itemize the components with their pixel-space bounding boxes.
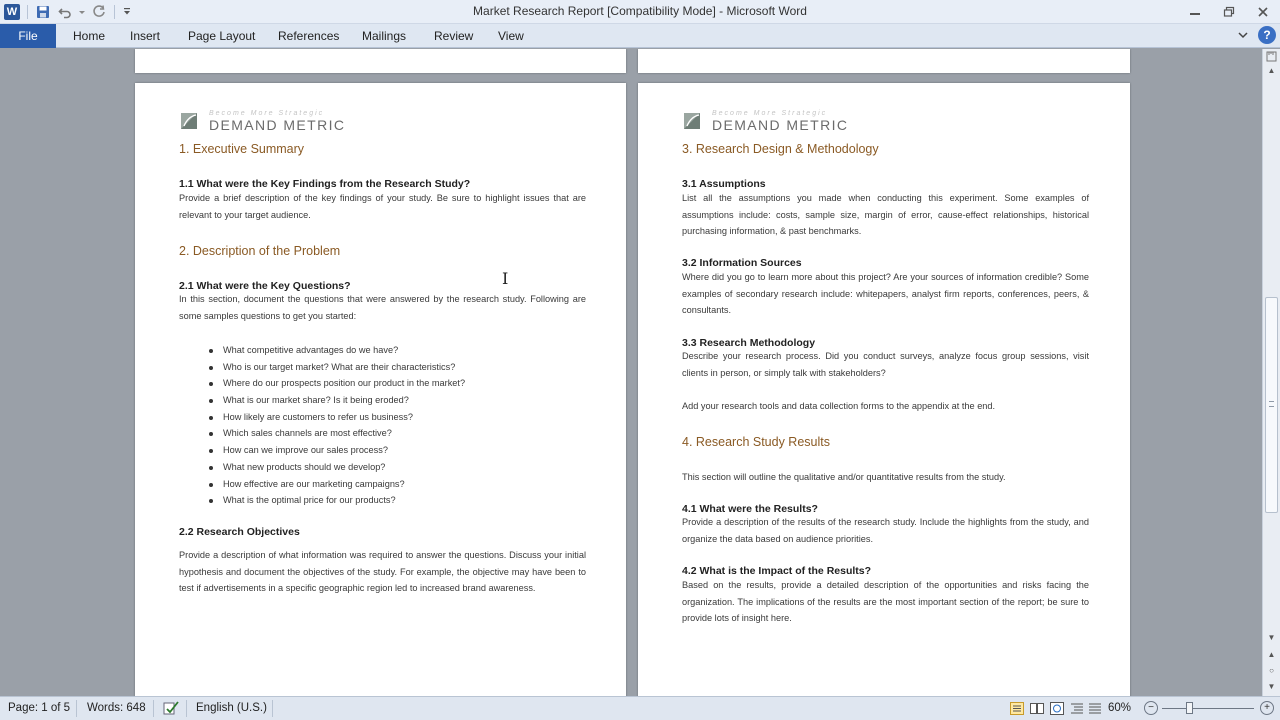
select-browse-object-icon[interactable]: ○ [1269,665,1274,675]
previous-page-icon[interactable]: ▲ [1267,649,1276,659]
status-separator [76,700,77,717]
scrollbar-thumb[interactable] [1265,297,1278,513]
minimize-icon[interactable] [1178,0,1212,24]
bullet-list [179,342,465,509]
list-item: What new products should we develop? [179,459,465,476]
page-1[interactable] [135,83,626,696]
zoom-in-button[interactable]: + [1260,701,1274,715]
section-heading: 2. Description of the Problem [179,244,341,258]
zoom-slider-track[interactable] [1162,708,1254,709]
demand-metric-logo-mark [682,111,702,131]
tab-view[interactable]: View [498,29,524,43]
company-logo [682,110,868,132]
vertical-scrollbar[interactable] [1262,49,1280,696]
list-item: Who is our target market? What are their characteristics? [179,359,465,376]
scroll-up-icon[interactable]: ▲ [1267,65,1276,75]
subsection-heading: 4.2 What is the Impact of the Results? [682,565,872,577]
paragraph: Provide a description of the results of the research study. Include the highlights from the study, and organize the data based on audience priorities. [682,517,1089,544]
ribbon-tabs [0,24,1280,48]
ribbon-right-controls [1236,26,1276,44]
paragraph: This section will outline the qualitative and/or quantitative results from the study. [682,472,1006,482]
zoom-slider-thumb[interactable] [1186,702,1193,714]
language-indicator[interactable]: English (U.S.) [196,702,267,714]
paragraph: Where did you go to learn more about this project? Are your sources of information credible? Some examples of secondary research include: whitepapers, analyst firm reports, conferences, peers, & consultants. [682,272,1089,316]
tab-review[interactable]: Review [434,29,474,43]
section-heading: 4. Research Study Results [682,435,830,449]
tab-file[interactable]: File [0,24,56,48]
subsection-heading: 3.3 Research Methodology [682,337,816,349]
zoom-out-button[interactable]: − [1144,701,1158,715]
list-item: Where do our prospects position our product in the market? [179,375,465,392]
paragraph: Based on the results, provide a detailed description of the opportunities and risks facing the organization. The implications of the results are the most important section of the report; be sure to provide lots of insight here. [682,580,1089,624]
status-separator [272,700,273,717]
status-separator [186,700,187,717]
proofing-icon[interactable] [162,700,180,719]
ruler-toggle-icon[interactable] [1263,49,1280,63]
page-stub-left [135,49,626,73]
status-bar [0,696,1280,720]
window-controls [1178,0,1280,24]
list-item: What competitive advantages do we have? [179,342,465,359]
page-count[interactable]: Page: 1 of 5 [8,702,71,714]
list-item: How likely are customers to refer us business? [179,409,465,426]
full-screen-reading-view-icon[interactable] [1030,702,1044,715]
subsection-heading: 3.1 Assumptions [682,178,766,190]
ibeam-cursor-icon: I [502,269,509,288]
word-app-icon[interactable]: W [2,2,22,22]
logo-tagline: Become More Strategic [712,110,828,117]
logo-name: DEMAND METRIC [712,117,849,133]
page-stub-right [638,49,1130,73]
tab-mailings[interactable]: Mailings [362,29,407,43]
logo-name: DEMAND METRIC [209,117,346,133]
subsection-heading: 3.2 Information Sources [682,257,802,269]
subsection-heading: 2.2 Research Objectives [179,526,300,538]
demand-metric-logo-mark [179,111,199,131]
next-page-icon[interactable]: ▼ [1267,681,1276,691]
tab-home[interactable]: Home [73,29,106,43]
title-bar [0,0,1280,24]
word-count[interactable]: Words: 648 [87,702,146,714]
section-heading: 1. Executive Summary [179,142,305,156]
close-icon[interactable] [1246,0,1280,24]
paragraph: Provide a description of what information was required to answer the questions. Discuss your initial hypothesis and document the objectives of the study. For example, the objective may have been to test if advertisements in a specific geographic region led to increased brand awareness. [179,550,586,594]
status-separator [153,700,154,717]
list-item: How can we improve our sales process? [179,442,465,459]
scroll-down-icon[interactable]: ▼ [1267,632,1276,642]
list-item: How effective are our marketing campaigns? [179,476,465,493]
tab-page-layout[interactable]: Page Layout [188,29,256,43]
company-logo [179,110,365,132]
tab-insert[interactable]: Insert [130,29,161,43]
help-icon[interactable]: ? [1258,26,1276,44]
list-item: Which sales channels are most effective? [179,425,465,442]
subsection-heading: 1.1 What were the Key Findings from the Research Study? [179,178,471,190]
paragraph: List all the assumptions you made when conducting this experiment. Some examples of assumptions include: costs, sample size, margin of error, cause-effect relationships, historical purchasing information, & past benchmarks. [682,193,1089,237]
web-layout-view-icon[interactable] [1050,702,1064,715]
logo-tagline: Become More Strategic [209,110,325,117]
section-heading: 3. Research Design & Methodology [682,142,879,156]
paragraph: Add your research tools and data collection forms to the appendix at the end. [682,401,996,411]
draft-view-icon[interactable] [1088,702,1102,715]
paragraph: Provide a brief description of the key findings of your study. Be sure to highlight issues that are relevant to your target audience. [179,193,586,220]
window-title: Market Research Report [Compatibility Mode] - Microsoft Word [473,4,807,18]
tab-references[interactable]: References [278,29,340,43]
list-item: What is the optimal price for our products? [179,492,465,509]
page-2[interactable] [638,83,1130,696]
subsection-heading: 4.1 What were the Results? [682,503,818,515]
subsection-heading: 2.1 What were the Key Questions? [179,280,351,292]
restore-icon[interactable] [1212,0,1246,24]
expand-ribbon-icon[interactable] [1236,28,1250,42]
zoom-level[interactable]: 60% [1108,702,1132,714]
paragraph: Describe your research process. Did you conduct surveys, analyze focus group sessions, visit clients in person, or simply talk with stakeholders? [682,351,1089,378]
outline-view-icon[interactable] [1070,702,1084,715]
print-layout-view-icon[interactable] [1010,702,1024,715]
list-item: What is our market share? Is it being eroded? [179,392,465,409]
paragraph: In this section, document the questions that were answered by the research study. Following are some samples questions to get you started: [179,294,586,321]
scrollbar-grip [1269,401,1274,407]
document-area[interactable] [0,49,1262,696]
